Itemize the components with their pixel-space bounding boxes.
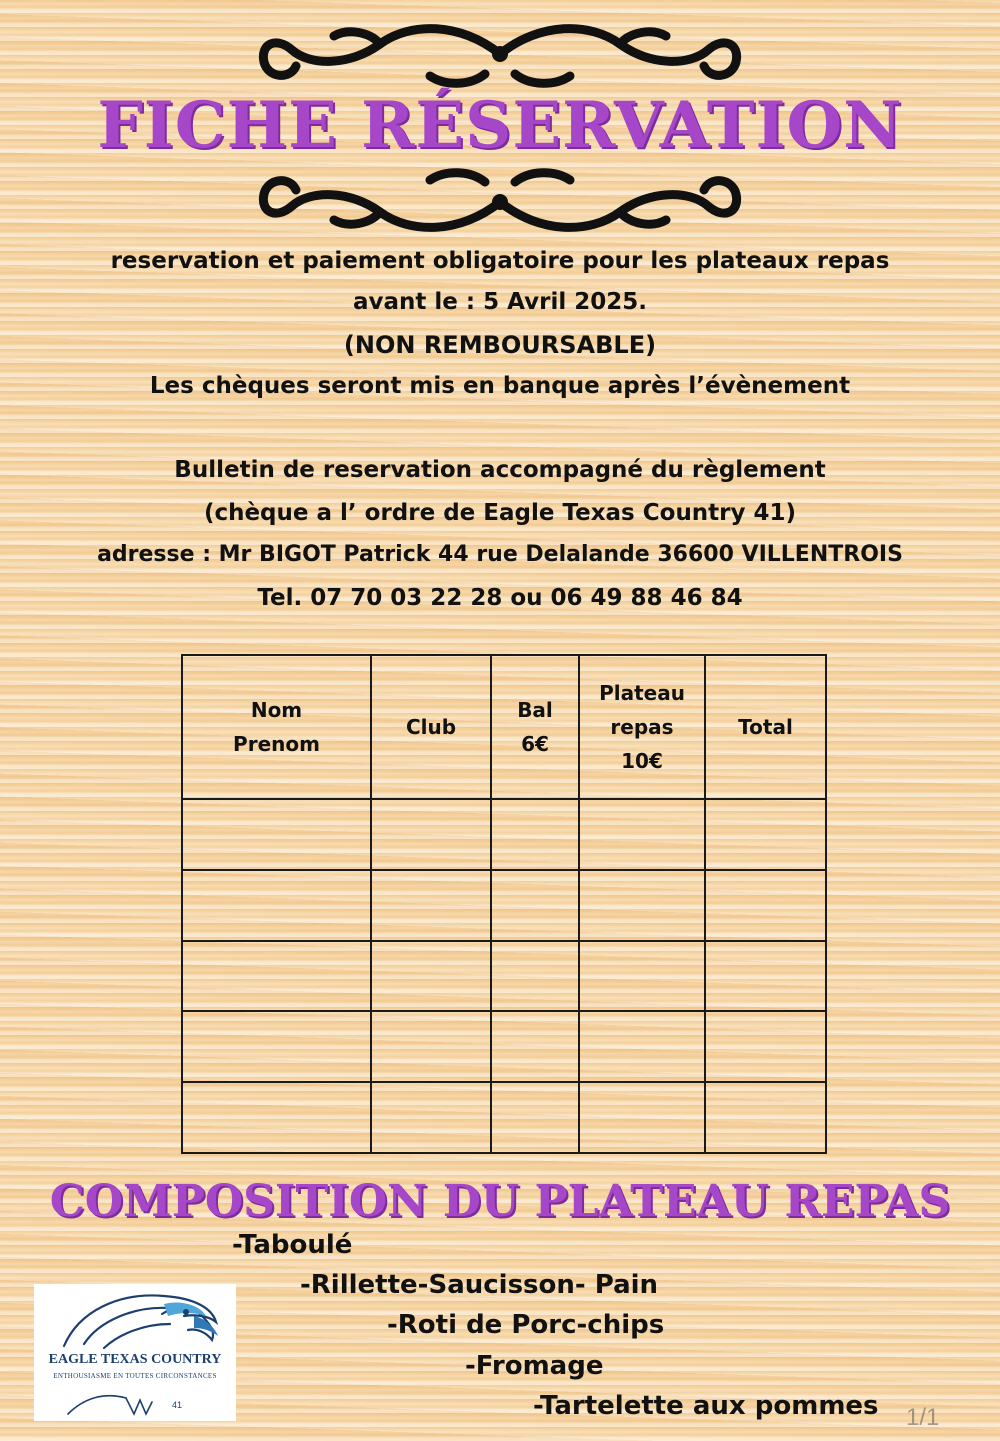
table-cell[interactable] bbox=[491, 1082, 579, 1153]
table-cell[interactable] bbox=[182, 1011, 371, 1082]
info-line-address: adresse : Mr BIGOT Patrick 44 rue Delalande 36600 VILLENTROIS bbox=[97, 542, 903, 567]
table-cell[interactable] bbox=[182, 1082, 371, 1153]
menu-item-fromage: -Fromage bbox=[465, 1351, 604, 1381]
info-line-bulletin: Bulletin de reservation accompagné du règlement bbox=[174, 457, 826, 483]
table-cell[interactable] bbox=[491, 941, 579, 1012]
menu-item-taboule: -Taboulé bbox=[232, 1230, 353, 1260]
info-line-cheque-order: (chèque a l’ ordre de Eagle Texas Country 41) bbox=[203, 500, 797, 526]
table-cell[interactable] bbox=[491, 1011, 579, 1082]
column-header-club: Club bbox=[371, 655, 491, 799]
table-cell[interactable] bbox=[491, 799, 579, 870]
menu-item-roti: -Roti de Porc-chips bbox=[387, 1310, 665, 1340]
club-logo bbox=[34, 1284, 236, 1421]
top-ornament bbox=[230, 14, 770, 96]
column-header-plateau-repas: Plateau repas 10€ bbox=[579, 655, 705, 799]
info-line-phone: Tel. 07 70 03 22 28 ou 06 49 88 46 84 bbox=[257, 585, 743, 611]
table-cell[interactable] bbox=[579, 1011, 705, 1082]
table-cell[interactable] bbox=[705, 941, 826, 1012]
feather-icon bbox=[64, 1384, 164, 1418]
table-row bbox=[182, 799, 826, 870]
table-header-row bbox=[182, 655, 826, 799]
info-line-deadline: avant le : 5 Avril 2025. bbox=[353, 289, 647, 315]
table-cell[interactable] bbox=[182, 870, 371, 941]
table-cell[interactable] bbox=[579, 870, 705, 941]
table-cell[interactable] bbox=[491, 870, 579, 941]
table-cell[interactable] bbox=[579, 941, 705, 1012]
table-cell[interactable] bbox=[182, 799, 371, 870]
table-row bbox=[182, 870, 826, 941]
page-indicator: 1/1 bbox=[906, 1404, 940, 1431]
column-header-bal: Bal 6€ bbox=[491, 655, 579, 799]
info-line-cheques: Les chèques seront mis en banque après l’évènement bbox=[149, 373, 851, 399]
table-cell[interactable] bbox=[371, 1011, 491, 1082]
info-line-non-refundable: (NON REMBOURSABLE) bbox=[343, 331, 657, 359]
page-title: FICHE RÉSERVATION bbox=[97, 88, 903, 163]
table-cell[interactable] bbox=[579, 1082, 705, 1153]
table-row bbox=[182, 1082, 826, 1153]
menu-item-rillette: -Rillette-Saucisson- Pain bbox=[300, 1270, 659, 1300]
eagle-icon bbox=[44, 1286, 229, 1352]
info-line-payment: reservation et paiement obligatoire pour les plateaux repas bbox=[110, 248, 890, 274]
table-cell[interactable] bbox=[579, 799, 705, 870]
composition-title: COMPOSITION DU PLATEAU REPAS bbox=[49, 1176, 951, 1227]
table-row bbox=[182, 941, 826, 1012]
logo-number: 41 bbox=[172, 1400, 183, 1410]
table-row bbox=[182, 1011, 826, 1082]
column-header-nom-prenom: Nom Prenom bbox=[182, 655, 371, 799]
table-cell[interactable] bbox=[371, 941, 491, 1012]
logo-tagline: ENTHOUSIASME EN TOUTES CIRCONSTANCES bbox=[53, 1372, 217, 1380]
menu-item-tartelette: -Tartelette aux pommes bbox=[533, 1391, 879, 1421]
table-cell[interactable] bbox=[371, 870, 491, 941]
table-cell[interactable] bbox=[371, 799, 491, 870]
column-header-total: Total bbox=[705, 655, 826, 799]
table-cell[interactable] bbox=[705, 1011, 826, 1082]
table-cell[interactable] bbox=[705, 799, 826, 870]
table-cell[interactable] bbox=[371, 1082, 491, 1153]
logo-name: EAGLE TEXAS COUNTRY bbox=[48, 1352, 222, 1367]
table-cell[interactable] bbox=[182, 941, 371, 1012]
table-cell[interactable] bbox=[705, 870, 826, 941]
bottom-ornament bbox=[230, 160, 770, 242]
table-cell[interactable] bbox=[705, 1082, 826, 1153]
reservation-table bbox=[181, 654, 827, 1154]
